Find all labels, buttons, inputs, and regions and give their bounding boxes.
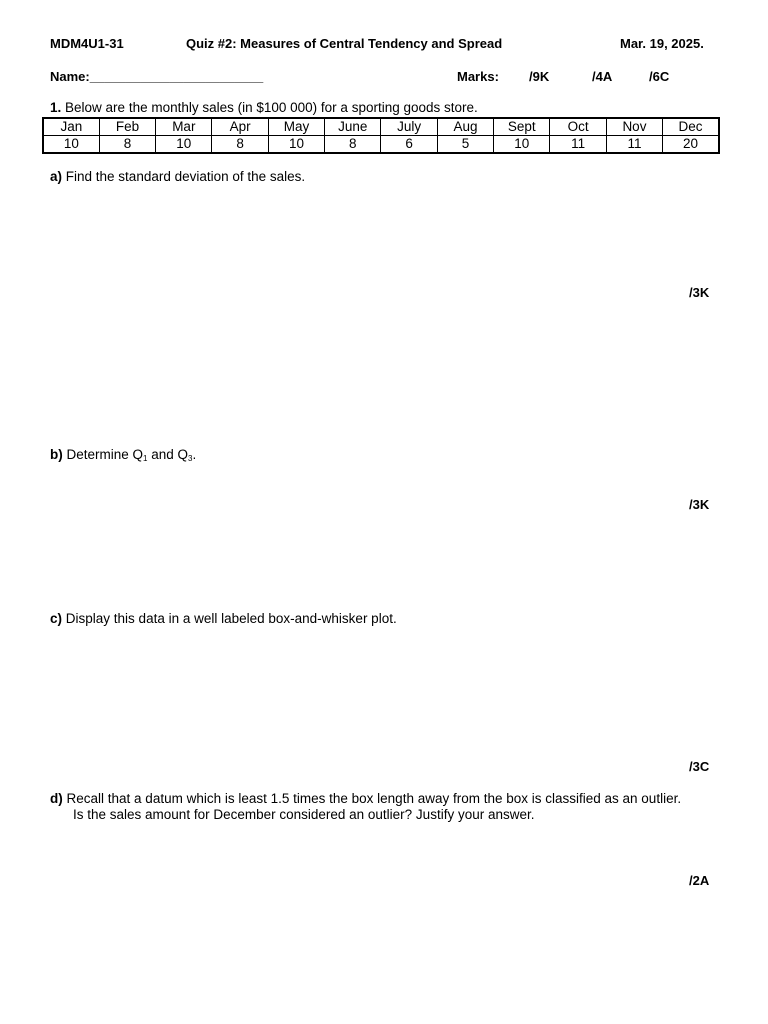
table-cell: 10 [156,136,212,154]
part-text [67,447,197,462]
table-cell: Dec [663,118,719,136]
table-cell: 6 [381,136,437,154]
part-label: a) [50,169,63,184]
table-cell: 10 [494,136,550,154]
part-c-marks: /3C [689,759,710,774]
table-cell: June [325,118,381,136]
part-text-start: Determine Q [66,447,144,462]
sales-table [42,117,720,154]
part-d [50,791,681,806]
part-label: d) [50,791,63,806]
part-text: Display this data in a well labeled box-and-whisker plot. [65,611,397,626]
table-cell: Mar [156,118,212,136]
table-cell: Apr [212,118,268,136]
table-cell: Oct [550,118,606,136]
table-cell: May [268,118,324,136]
part-a [50,169,305,184]
part-text-line-1: Recall that a datum which is least 1.5 times the box length away from the box is classified as an outlier. [66,791,682,806]
part-d-line-2: Is the sales amount for December considered an outlier? Justify your answer. [73,807,535,822]
subscript-3: 3 [188,454,193,463]
marks-knowledge: /9K [529,69,550,84]
months-row [43,118,719,136]
table-cell: 8 [325,136,381,154]
quiz-title: Quiz #2: Measures of Central Tendency and Spread [186,36,503,51]
part-b-marks: /3K [689,497,710,512]
sales-row [43,136,719,154]
table-cell: 5 [437,136,493,154]
name-field-label: Name:________________________ [50,69,264,84]
table-cell: Nov [606,118,662,136]
part-label: c) [50,611,63,626]
table-cell: Feb [99,118,155,136]
question-text: Below are the monthly sales (in $100 000) for a sporting goods store. [65,100,478,115]
part-a-marks: /3K [689,285,710,300]
marks-communication: /6C [649,69,670,84]
part-b [50,447,196,463]
part-text-end: . [192,447,197,462]
part-text-mid: and Q [147,447,189,462]
table-cell: July [381,118,437,136]
part-label: b) [50,447,63,462]
table-cell: Aug [437,118,493,136]
table-cell: Jan [43,118,99,136]
part-d-marks: /2A [689,873,710,888]
part-text: Find the standard deviation of the sales. [65,169,306,184]
table-cell: 11 [606,136,662,154]
question-number: 1. [50,100,62,115]
table-cell: 8 [99,136,155,154]
table-cell: 20 [663,136,719,154]
table-cell: 8 [212,136,268,154]
marks-application: /4A [592,69,613,84]
subscript-1: 1 [143,454,148,463]
course-code: MDM4U1-31 [50,36,124,51]
question-1 [50,100,478,115]
table-cell: 10 [43,136,99,154]
marks-label: Marks: [457,69,499,84]
table-cell: Sept [494,118,550,136]
table-cell: 11 [550,136,606,154]
quiz-date: Mar. 19, 2025. [620,36,704,51]
part-c [50,611,397,626]
table-cell: 10 [268,136,324,154]
